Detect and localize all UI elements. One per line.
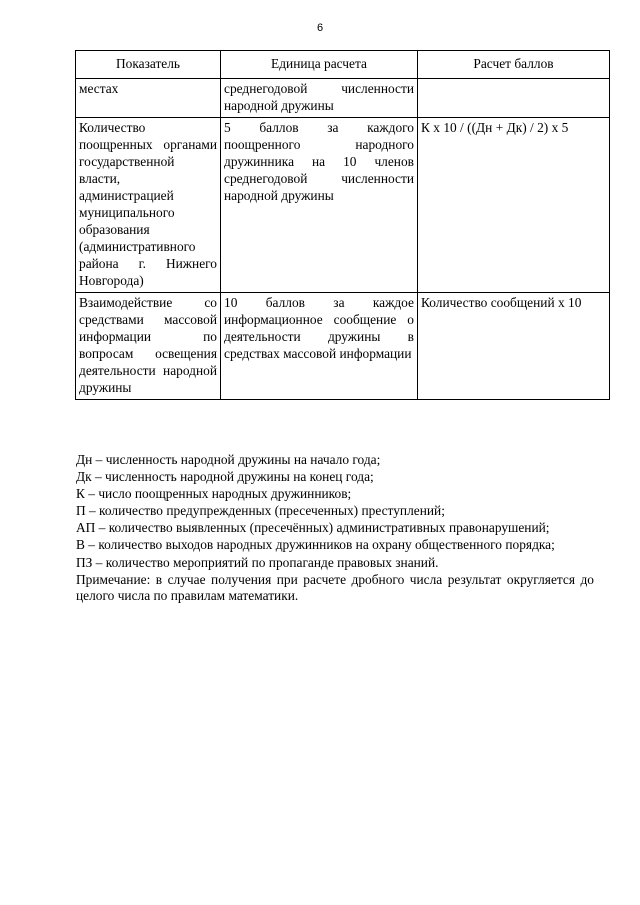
note-line: В – количество выходов народных дружинников на охрану общественного порядка; (76, 537, 555, 553)
table-cell: среднегодовой численности народной дружины (221, 79, 418, 118)
page-number: 6 (316, 22, 324, 34)
note-line: Дк – численность народной дружины на конец года; (76, 469, 374, 485)
note-line: ПЗ – количество мероприятий по пропаганде правовых знаний. (76, 554, 439, 570)
column-header: Расчет баллов (418, 51, 610, 79)
table-cell: 5 баллов за каждого поощренного народного дружинника на 10 членов среднегодовой численности народной дружины (221, 118, 418, 293)
table-cell: Взаимодействие со средствами массовой информации по вопросам освещения деятельности народной дружины (76, 293, 221, 400)
note-line: АП – количество выявленных (пресечённых) административных правонарушений; (76, 520, 550, 536)
note-line: П – количество предупрежденных (пресеченных) преступлений; (76, 503, 445, 519)
table-row (76, 79, 610, 118)
table-cell: 10 баллов за каждое информационное сообщение о деятельности дружины в средствах массовой информации (221, 293, 418, 400)
table-cell: местах (76, 79, 221, 118)
table-header-row (76, 51, 610, 79)
note-line: Примечание: в случае получения при расчете дробного числа результат округляется до целого числа по правилам математики. (76, 571, 594, 604)
table-row (76, 118, 610, 293)
column-header: Единица расчета (221, 51, 418, 79)
column-header: Показатель (76, 51, 221, 79)
table-cell: Количество сообщений х 10 (418, 293, 610, 400)
note-line: Дн – численность народной дружины на начало года; (76, 452, 381, 467)
table-cell: К х 10 / ((Дн + Дк) / 2) х 5 (418, 118, 610, 293)
table-cell: Количество поощренных органами государственной власти, администрацией муниципального образования (административного района г. Нижнего Новгорода) (76, 118, 221, 293)
indicator-table (75, 50, 610, 400)
table-cell (418, 79, 610, 118)
table-row (76, 293, 610, 400)
note-line: К – число поощренных народных дружинников; (76, 486, 352, 502)
notes-section (76, 452, 594, 605)
